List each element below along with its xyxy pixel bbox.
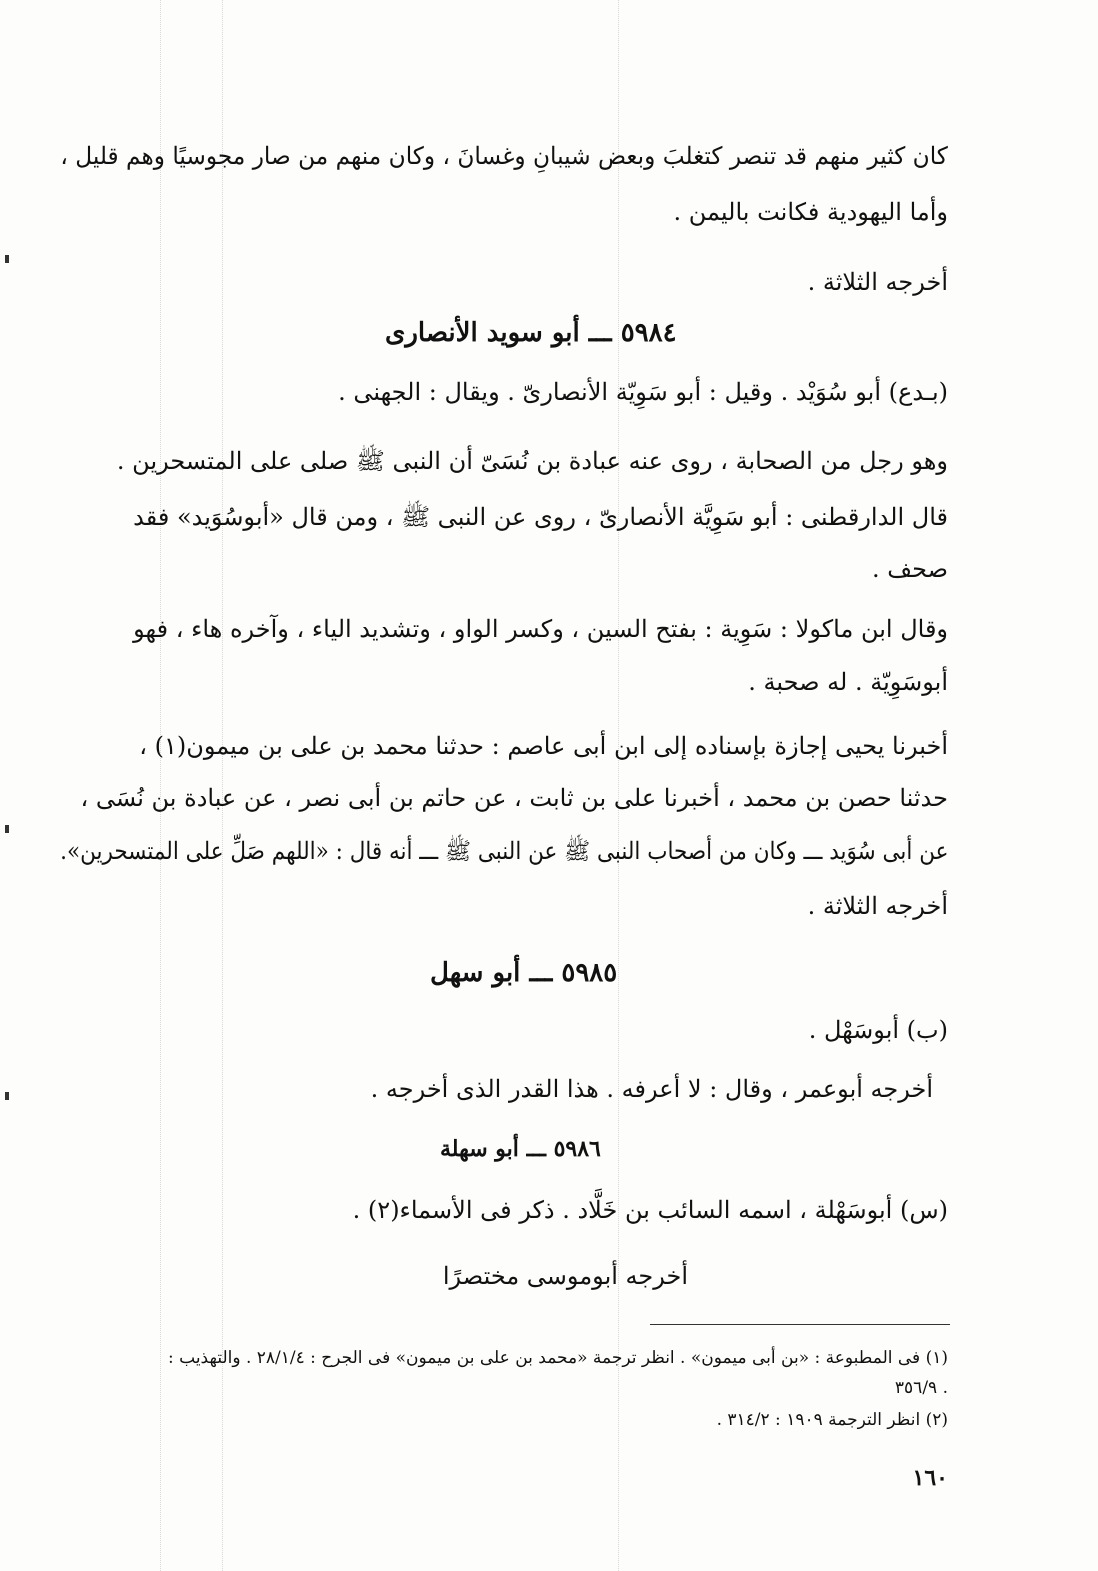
footnote: (١) فى المطبوعة : «بن أبى ميمون» . انظر ترجمة «محمد بن على بن ميمون» فى الجرح : ٢٨/١/٤ . والتهذيب : bbox=[168, 1348, 948, 1368]
text-line: (ب) أبوسَهْل . bbox=[808, 1016, 948, 1044]
scan-mark bbox=[5, 825, 9, 833]
text-line: أخرجه الثلاثة . bbox=[807, 892, 948, 920]
entry-heading: ٥٩٨٥ ـــ أبو سهل bbox=[430, 958, 618, 988]
text-line: وهو رجل من الصحابة ، روى عنه عبادة بن نُسَىّ أن النبى ﷺ صلى على المتسحرين . bbox=[116, 447, 948, 475]
scan-mark bbox=[5, 255, 9, 263]
scan-mark bbox=[5, 1092, 9, 1100]
text-line: عن أبى سُوَيد ـــ وكان من أصحاب النبى ﷺ عن النبى ﷺ ـــ أنه قال : «اللهم صَلِّ على المتسحرين». bbox=[59, 837, 948, 865]
text-line: أخرجه أبوعمر ، وقال : لا أعرفه . هذا القدر الذى أخرجه . bbox=[370, 1075, 933, 1103]
text-line: كان كثير منهم قد تنصر كتغلبَ وبعض شيبانِ وغسانَ ، وكان منهم من صار مجوسيًا وهم قليل ، bbox=[60, 142, 948, 170]
footnote: (٢) انظر الترجمة ١٩٠٩ : ٣١٤/٢ . bbox=[716, 1410, 948, 1430]
text-line: أخبرنا يحيى إجازة بإسناده إلى ابن أبى عاصم : حدثنا محمد بن على بن ميمون(١) ، bbox=[139, 732, 948, 760]
entry-heading: ٥٩٨٦ ـــ أبو سهلة bbox=[440, 1136, 601, 1162]
text-line: حدثنا حصن بن محمد ، أخبرنا على بن ثابت ، عن حاتم بن أبى نصر ، عن عبادة بن نُسَى ، bbox=[80, 784, 948, 812]
text-line: أخرجه الثلاثة . bbox=[807, 268, 948, 296]
page-number: ١٦٠ bbox=[912, 1465, 948, 1491]
text-line: أبوسَوِيّة . له صحبة . bbox=[748, 668, 948, 696]
text-line: وقال ابن ماكولا : سَوِية : بفتح السين ، وكسر الواو ، وتشديد الياء ، وآخره هاء ، فهو bbox=[133, 615, 948, 643]
text-line: قال الدارقطنى : أبو سَوِيَّة الأنصارىّ ، روى عن النبى ﷺ ، ومن قال «أبوسُوَيد» فقد bbox=[133, 503, 948, 531]
text-line: وأما اليهودية فكانت باليمن . bbox=[673, 198, 948, 226]
text-line: أخرجه أبوموسى مختصرًا bbox=[442, 1262, 688, 1290]
text-line: (س) أبوسَهْلة ، اسمه السائب بن خَلَّاد . ذكر فى الأسماء(٢) . bbox=[352, 1196, 948, 1224]
footnote-rule bbox=[650, 1324, 950, 1325]
text-line: صحف . bbox=[872, 555, 948, 583]
text-line: (بـدع) أبو سُوَيْد . وقيل : أبو سَوِيّة الأنصارىّ . ويقال : الجهنى . bbox=[338, 378, 948, 406]
footnote: . ٣٥٦/٩ bbox=[894, 1378, 948, 1398]
entry-heading: ٥٩٨٤ ـــ أبو سويد الأنصارى bbox=[385, 318, 677, 348]
